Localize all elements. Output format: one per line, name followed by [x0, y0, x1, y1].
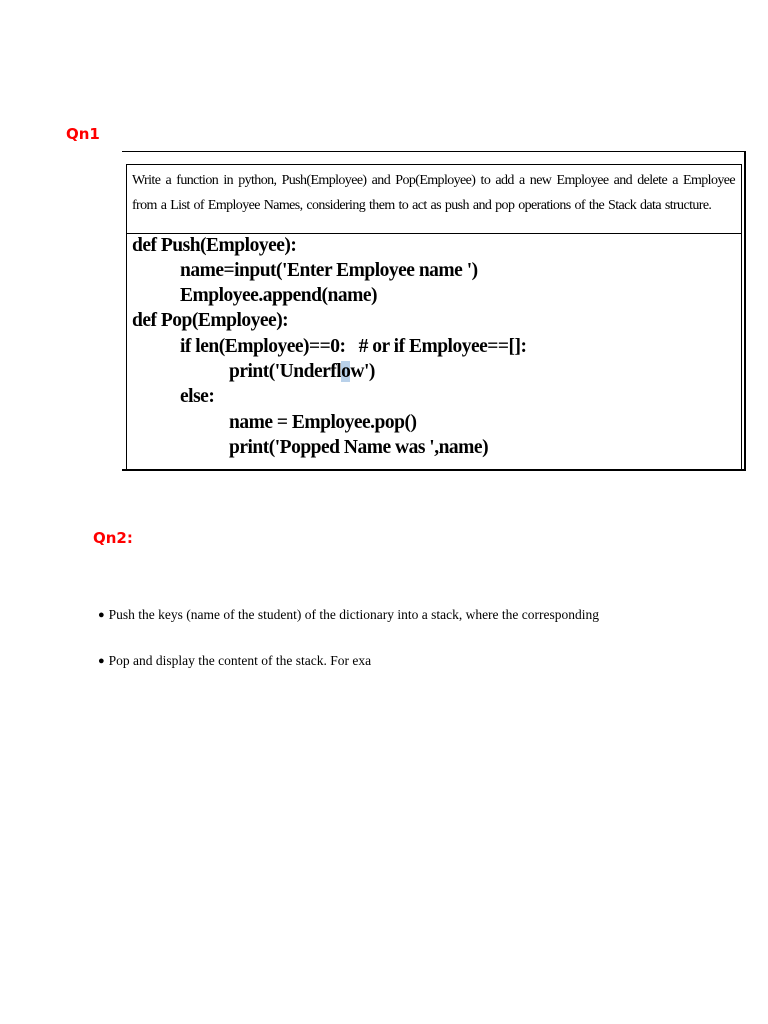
code-line-pop: name = Employee.pop() [229, 412, 417, 433]
bullet-icon: ● [98, 655, 105, 667]
code-line-append: Employee.append(name) [180, 285, 377, 306]
code-line-print-underflow [229, 360, 375, 384]
qn1-code-block [126, 234, 742, 470]
code-line-print-popped: print('Popped Name was ',name) [229, 437, 489, 458]
qn2-heading: Qn2: [93, 529, 133, 547]
bullet-icon: ● [98, 609, 105, 621]
code-line-else: else: [180, 386, 215, 407]
qn2-bullet-item [98, 607, 599, 623]
qn1-heading: Qn1 [66, 125, 100, 143]
code-line-def-pop: def Pop(Employee): [132, 310, 289, 331]
code-line-def-push: def Push(Employee): [132, 235, 297, 256]
qn2-bullet-item [98, 653, 371, 669]
underflow-text-start: print('Underfl [229, 361, 342, 382]
underflow-text-end: w') [350, 361, 375, 382]
qn1-prompt: Write a function in python, Push(Employee) and Pop(Employee) to add a new Employee and delete a Employee from a List of Employee Names, considering them to act as push and pop operations of the Stack data structure. [126, 164, 742, 234]
code-line-if-len: if len(Employee)==0: # or if Employee==[]: [180, 336, 527, 357]
qn2-bullet-text: Push the keys (name of the student) of the dictionary into a stack, where the corresponding [108, 607, 600, 622]
qn2-bullet-text: Pop and display the content of the stack. For exa [108, 653, 372, 668]
code-line-input: name=input('Enter Employee name ') [180, 260, 478, 281]
qn1-question-box [122, 151, 746, 471]
text-selection-highlight: o [341, 361, 351, 382]
